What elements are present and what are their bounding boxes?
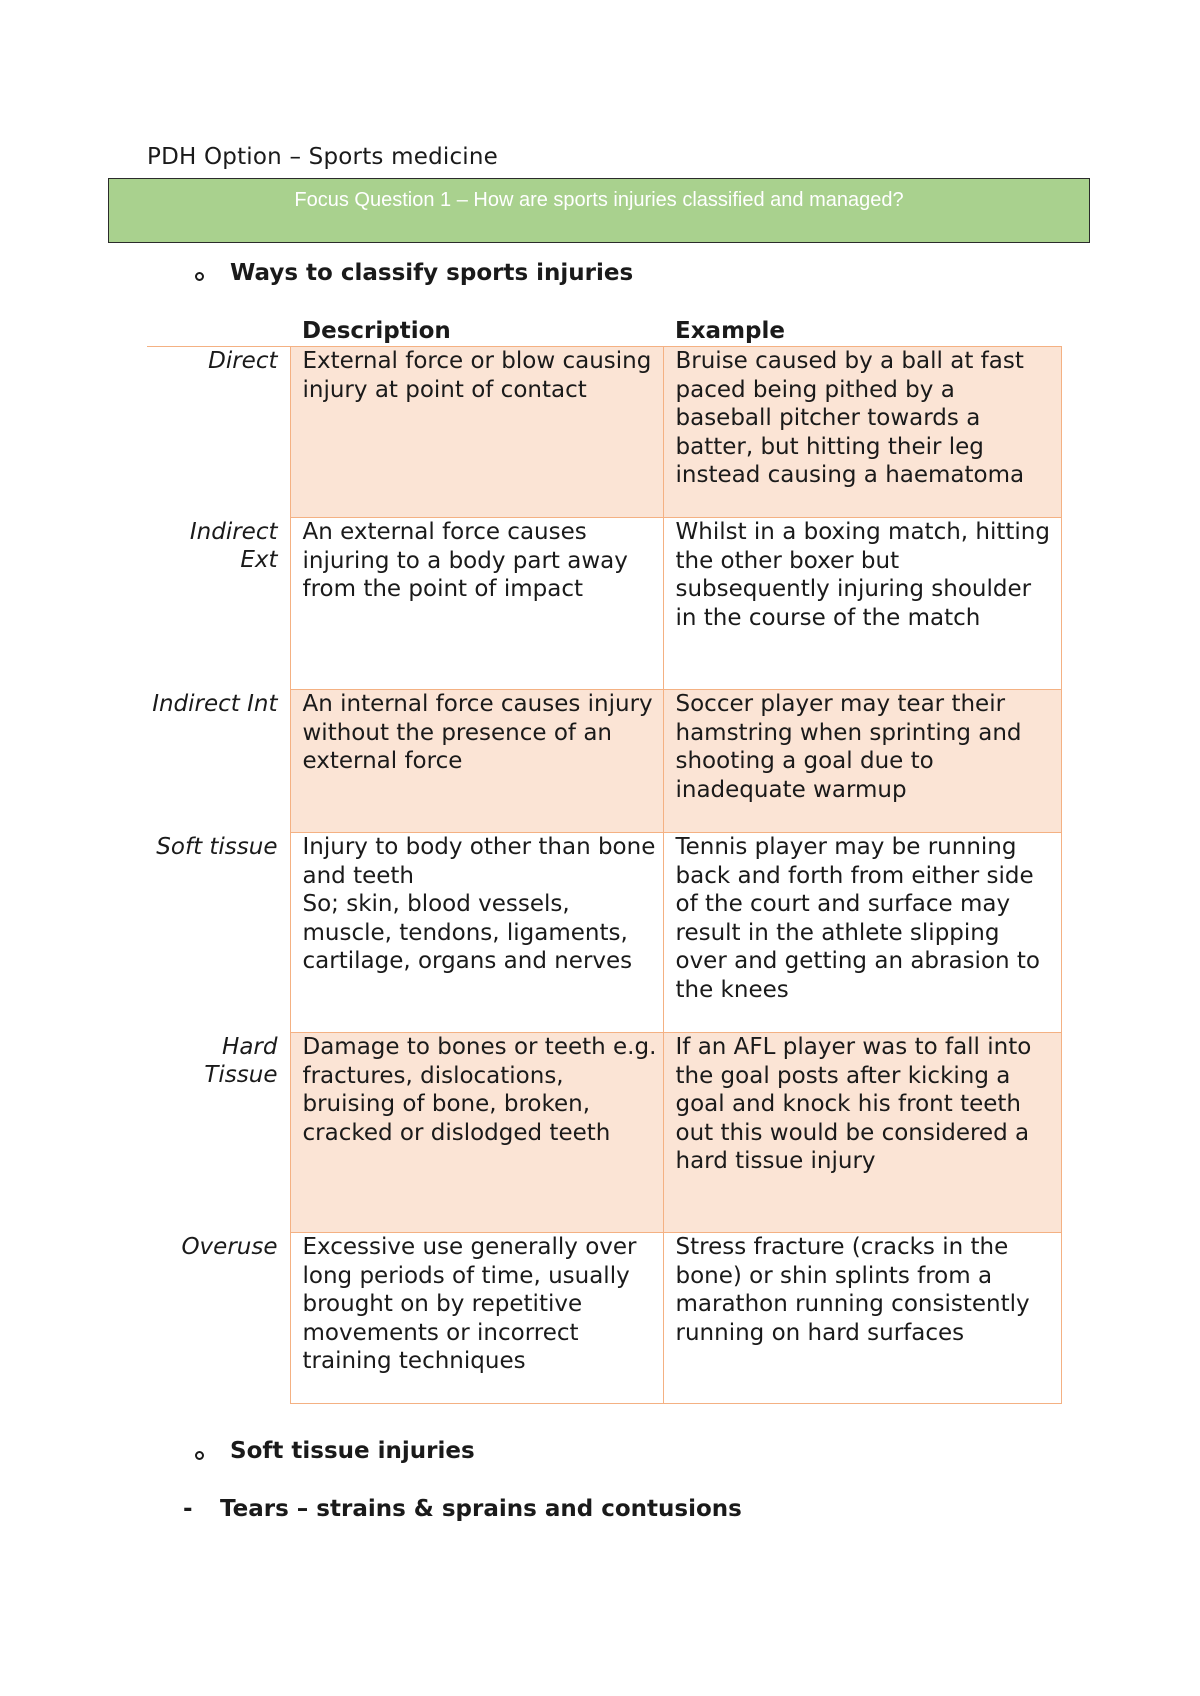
description-cell: An external force causes injuring to a body part away from the point of impact [290, 518, 663, 690]
section-heading-classify: Ways to classify sports injuries [230, 260, 634, 286]
example-cell: Soccer player may tear their hamstring when sprinting and shooting a goal due to inadequate warmup [663, 690, 1061, 833]
description-cell: Excessive use generally over long periods of time, usually brought on by repetitive movements or incorrect training techniques [290, 1233, 663, 1404]
section-heading-soft-tissue: Soft tissue injuries [230, 1438, 475, 1464]
row-label: Indirect Int [152, 690, 278, 717]
row-label: Direct [208, 347, 278, 374]
page-header: PDH Option – Sports medicine [147, 144, 499, 170]
table-row [147, 1233, 1061, 1404]
table-row [147, 518, 1061, 690]
table-row [147, 690, 1061, 833]
dash-bullet: - [183, 1496, 193, 1522]
example-cell: If an AFL player was to fall into the goal posts after kicking a goal and knock his front teeth out this would be considered a hard tissue injury [663, 1033, 1061, 1233]
column-header-example: Example [675, 318, 785, 344]
hollow-bullet-icon [195, 1451, 204, 1460]
hollow-bullet-icon [195, 272, 204, 281]
table-row [147, 347, 1061, 518]
example-cell: Tennis player may be running back and forth from either side of the court and surface may result in the athlete slipping over and getting an abrasion to the knees [663, 833, 1061, 1033]
row-label: Soft tissue [156, 833, 278, 860]
focus-question-text: Focus Question 1 – How are sports injuries classified and managed? [294, 189, 904, 211]
table-row [147, 833, 1061, 1033]
example-cell: Stress fracture (cracks in the bone) or shin splints from a marathon running consistently running on hard surfaces [663, 1233, 1061, 1404]
description-cell: Damage to bones or teeth e.g. fractures, dislocations, bruising of bone, broken, cracked or dislodged teeth [290, 1033, 663, 1233]
description-cell: Injury to body other than bone and teeth So; skin, blood vessels, muscle, tendons, ligaments, cartilage, organs and nerves [290, 833, 663, 1033]
row-label: Indirect Ext [189, 518, 278, 573]
example-cell: Whilst in a boxing match, hitting the other boxer but subsequently injuring shoulder in the course of the match [663, 518, 1061, 690]
row-label: Hard Tissue [204, 1033, 278, 1088]
description-cell: External force or blow causing injury at point of contact [290, 347, 663, 518]
description-cell: An internal force causes injury without the presence of an external force [290, 690, 663, 833]
focus-question-box [108, 178, 1090, 243]
table-row [147, 1033, 1061, 1233]
column-header-description: Description [302, 318, 451, 344]
injury-classification-table [147, 346, 1062, 1404]
section-heading-tears: Tears – strains & sprains and contusions [220, 1496, 742, 1522]
example-cell: Bruise caused by a ball at fast paced being pithed by a baseball pitcher towards a batter, but hitting their leg instead causing a haematoma [663, 347, 1061, 518]
row-label: Overuse [181, 1233, 278, 1260]
